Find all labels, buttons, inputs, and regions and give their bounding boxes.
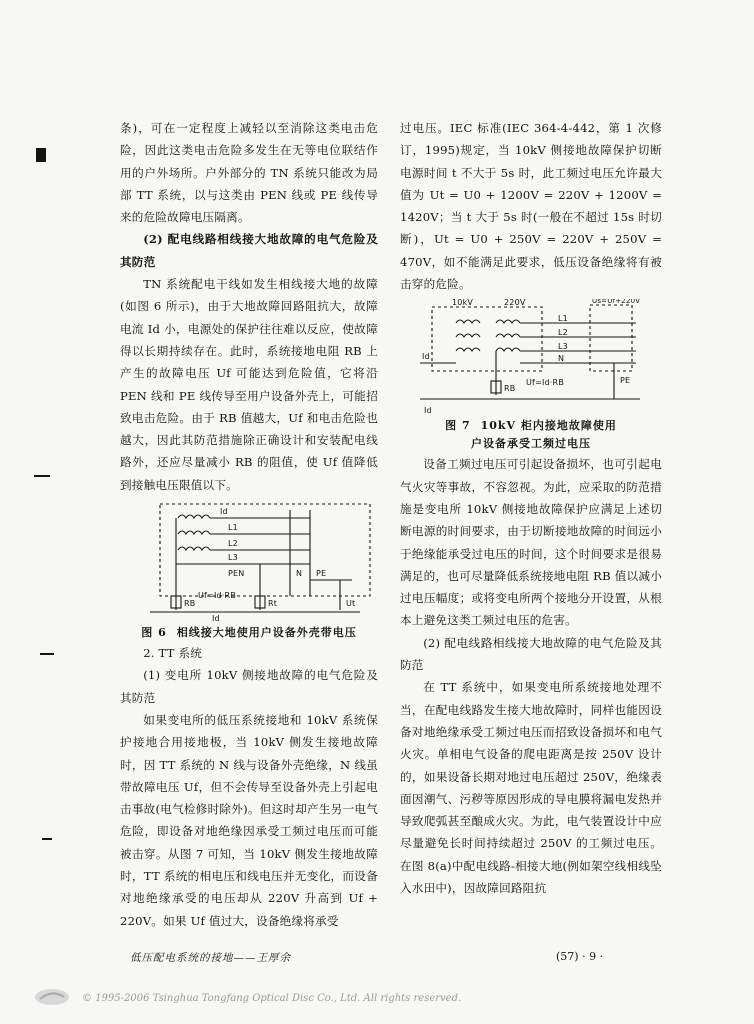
fig6-label: RB <box>184 599 196 609</box>
caption-number: 图 7 <box>445 419 471 433</box>
paragraph: TN 系统配电干线如发生相线接大地的故障(如图 6 所示)，由于大地故障回路阻抗大，故障电流 Id 小，电源处的保护往往难以反应，使故障得以长期持续存在。此时，系统接地电阻 RB 上产生的故障电压 Uf 可能达到危险值，它将沿 PEN 线和 PE 线传导至用户设备外壳上，可能招致电击危险。由于 RB 值越大，Uf 和电击危险也越大，因此其防范措施除正确设计和安装配电线路外，还应尽量减小 RB 的阻值，使 Uf 值降低到接触电压限值以下。 <box>120 277 378 492</box>
caption-number: 图 6 <box>141 626 167 640</box>
caption-text: 相线接大地使用户设备外壳带电压 <box>176 626 357 640</box>
fig7-label: Uf=Id·RB <box>526 378 565 388</box>
fig6-label: Id <box>220 507 228 517</box>
fig6-label: L3 <box>228 553 238 563</box>
left-column <box>120 117 378 932</box>
fig6-label: L1 <box>228 523 238 533</box>
paragraph: 过电压。IEC 标准(IEC 364-4-442，第 1 次修订，1995)规定，当 10kV 侧接地故障保护切断电源时间 t 不大于 5s 时，此工频过电压允许最大值为 Ut = U0 + 1200V = 220V + 1200V = 1420V；当 t 大于 5s 时(一般在不超过 15s 时切断)，Ut = U0 + 250V = 220V + 250V = 470V，如不能满足此要求，低压设备绝缘将有被击穿的危险。 <box>400 121 662 292</box>
fig7-label: 10kV <box>452 299 474 308</box>
fig6-label: N <box>296 569 303 579</box>
fig6-label: Uf=Id·RB <box>198 591 237 601</box>
margin-mark-dash <box>34 475 50 477</box>
page-number: (57) · 9 · <box>556 950 604 963</box>
fig7-label: PE <box>620 376 631 386</box>
figure-6-caption <box>120 624 378 642</box>
fig7-label: L1 <box>558 314 568 324</box>
right-column <box>400 117 662 899</box>
figure-7 <box>400 299 662 453</box>
fig7-label: 220V <box>504 299 526 308</box>
fig6-label: PE <box>316 569 327 579</box>
copyright-notice: © 1995-2006 Tsinghua Tongfang Optical Disc Co., Ltd. All rights reserved. <box>82 993 462 1004</box>
caption-text: 户设备承受工频过电压 <box>471 437 591 451</box>
figure-6 <box>120 500 378 642</box>
margin-mark-square <box>36 148 46 162</box>
fig7-label: N <box>558 354 565 364</box>
figure-7-caption <box>400 417 662 453</box>
paragraph: 如果变电所的低压系统接地和 10kV 系统保护接地合用接地极，当 10kV 侧发生接地故障时，因 TT 系统的 N 线与设备外壳绝缘，N 线虽带故障电压 Uf，但不会传导至设备外壳上引起电击事故(电气检修时除外)。但这时却产生另一电气危险，即设备对地绝缘因承受工频过电压而可能被击穿。从图 7 可知，当 10kV 侧发生接地故障时，TT 系统的相电压和线电压并无变化，而设备对地绝缘承受的电压却从 220V 升高到 Uf + 220V。如果 Uf 值过大，设备绝缘将承受 <box>120 712 378 928</box>
fig6-label: Id <box>212 614 220 624</box>
paragraph: 条)，可在一定程度上减轻以至消除这类电击危险，因此这类电击危险多发生在无等电位联结作用的户外场所。户外部分的 TN 系统只能改为局部 TT 系统，以与这类由 PEN 线或 PE 线传导来的危险故障电压隔离。 <box>120 121 378 225</box>
paragraph: 在 TT 系统中，如果变电所系统接地处理不当，在配电线路发生接大地故障时，同样也能因设备对地绝缘承受工频过电压而招致设备损坏和电气火灾。单相电气设备的爬电距离是按 250V 设计的，如果设备长期对地过电压超过 250V，绝缘表面因潮气、污秽等原因形成的导电膜将漏电发热并导致爬弧甚至酿成火灾。为此，电气装置设计中应尽量避免长时间持续超过 250V 的工频过电压。在图 8(a)中配电线路-相接大地(例如架空线相线坠入水田中)，因故障回路阻抗 <box>400 680 662 896</box>
fig7-label: Us=Uf+220V <box>592 299 641 306</box>
section-heading: (2) 配电线路相线接大地故障的电气危险及其防范 <box>400 635 662 673</box>
margin-mark-dash <box>40 653 54 655</box>
section-heading: (1) 变电所 10kV 侧接地故障的电气危险及其防范 <box>120 668 378 705</box>
fig6-label: L2 <box>228 539 238 549</box>
fig6-label: Ut <box>346 599 356 609</box>
fig7-label: L3 <box>558 342 568 352</box>
figure-6-diagram <box>120 500 378 624</box>
publisher-logo-icon <box>32 986 72 1008</box>
fig6-label: Rt <box>268 599 278 609</box>
fig7-label: Id <box>424 406 432 416</box>
margin-mark-dash <box>42 838 52 840</box>
caption-text: 10kV 柜内接地故障使用 <box>480 419 617 433</box>
paragraph: 设备工频过电压可引起设备损坏，也可引起电气火灾等事故，不容忽视。为此，应采取的防范措施是变电所 10kV 侧接地故障保护应满足上述切断电源的时间要求，由于切断接地故障的时间远小于绝缘能承受过电压的时间，这个时间要求是很易满足的，也可尽量降低系统接地电阻 RB 值以减小过电压幅度；或将变电所两个接地分开设置，从根本上避免这类工频过电压的危害。 <box>400 457 662 628</box>
fig7-label: Id <box>422 352 430 362</box>
section-heading: 2. TT 系统 <box>143 646 203 661</box>
running-footer: 低压配电系统的接地——王厚余 <box>130 952 291 964</box>
figure-7-diagram <box>400 299 662 417</box>
fig7-label: RB <box>504 384 516 394</box>
fig7-label: L2 <box>558 328 568 338</box>
section-heading: (2) 配电线路相线接大地故障的电气危险及其防范 <box>120 232 378 269</box>
fig6-label: PEN <box>228 569 245 579</box>
